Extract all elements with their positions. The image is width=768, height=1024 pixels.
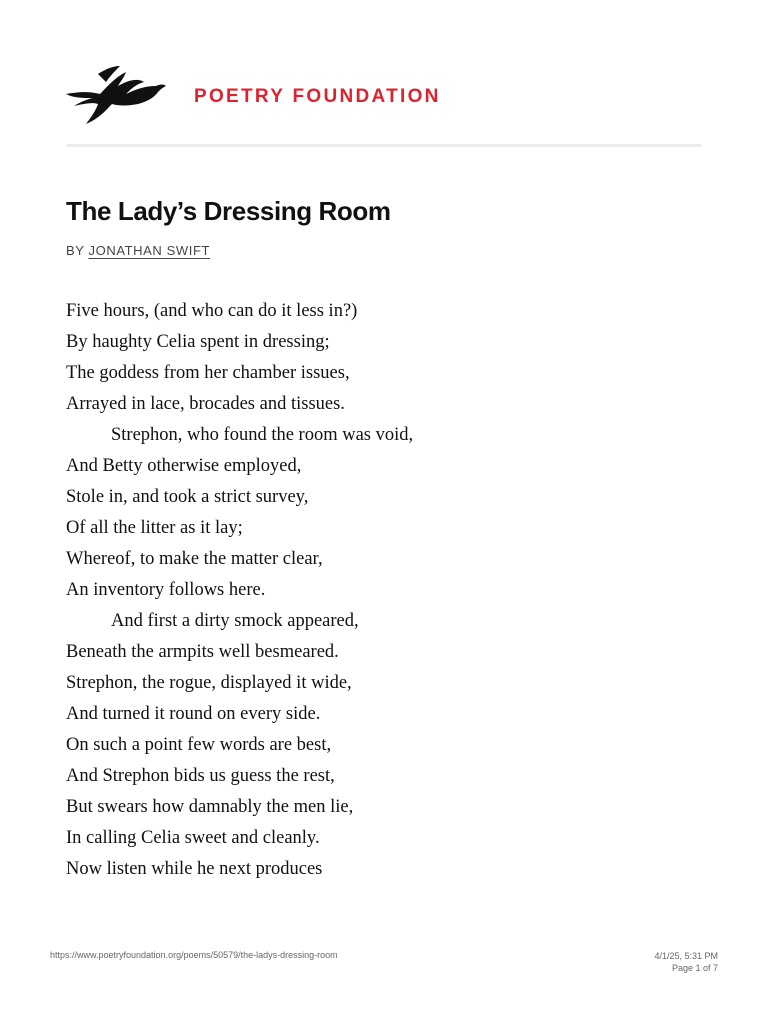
header-divider	[66, 144, 702, 147]
footer-meta	[654, 950, 718, 974]
poem-line: Now listen while he next produces	[66, 859, 323, 879]
pegasus-logo-icon[interactable]	[64, 64, 168, 128]
poem-line: Strephon, the rogue, displayed it wide,	[66, 673, 352, 693]
poem-line: The goddess from her chamber issues,	[66, 363, 350, 383]
poem-line: But swears how damnably the men lie,	[66, 797, 354, 817]
poem-line: And turned it round on every side.	[66, 704, 321, 724]
footer-url: https://www.poetryfoundation.org/poems/50579/the-ladys-dressing-room	[50, 950, 338, 960]
poem-line: Arrayed in lace, brocades and tissues.	[66, 394, 345, 414]
page-number: Page 1 of 7	[671, 963, 718, 973]
poem-line: And Strephon bids us guess the rest,	[66, 766, 335, 786]
poem-line: An inventory follows here.	[66, 580, 266, 600]
brand-name[interactable]: POETRY FOUNDATION	[194, 86, 441, 107]
poem-line: Beneath the armpits well besmeared.	[66, 642, 339, 662]
poem-title: The Lady’s Dressing Room	[66, 196, 391, 226]
site-header	[64, 64, 704, 136]
poem-line: By haughty Celia spent in dressing;	[66, 332, 330, 352]
by-label: BY	[66, 243, 85, 258]
print-timestamp: 4/1/25, 5:31 PM	[654, 951, 718, 961]
poem-line: Five hours, (and who can do it less in?)	[66, 301, 358, 321]
poem-line: Stole in, and took a strict survey,	[66, 487, 309, 507]
author-link[interactable]: JONATHAN SWIFT	[88, 243, 211, 258]
poem-body	[66, 296, 686, 885]
poem-line: Strephon, who found the room was void,	[111, 425, 414, 445]
poem-line: Whereof, to make the matter clear,	[66, 549, 323, 569]
poem-line: And first a dirty smock appeared,	[111, 611, 359, 631]
poem-line: In calling Celia sweet and cleanly.	[66, 828, 320, 848]
poem-line: And Betty otherwise employed,	[66, 456, 302, 476]
byline	[66, 243, 210, 258]
poem-line: Of all the litter as it lay;	[66, 518, 243, 538]
poem-line: On such a point few words are best,	[66, 735, 332, 755]
